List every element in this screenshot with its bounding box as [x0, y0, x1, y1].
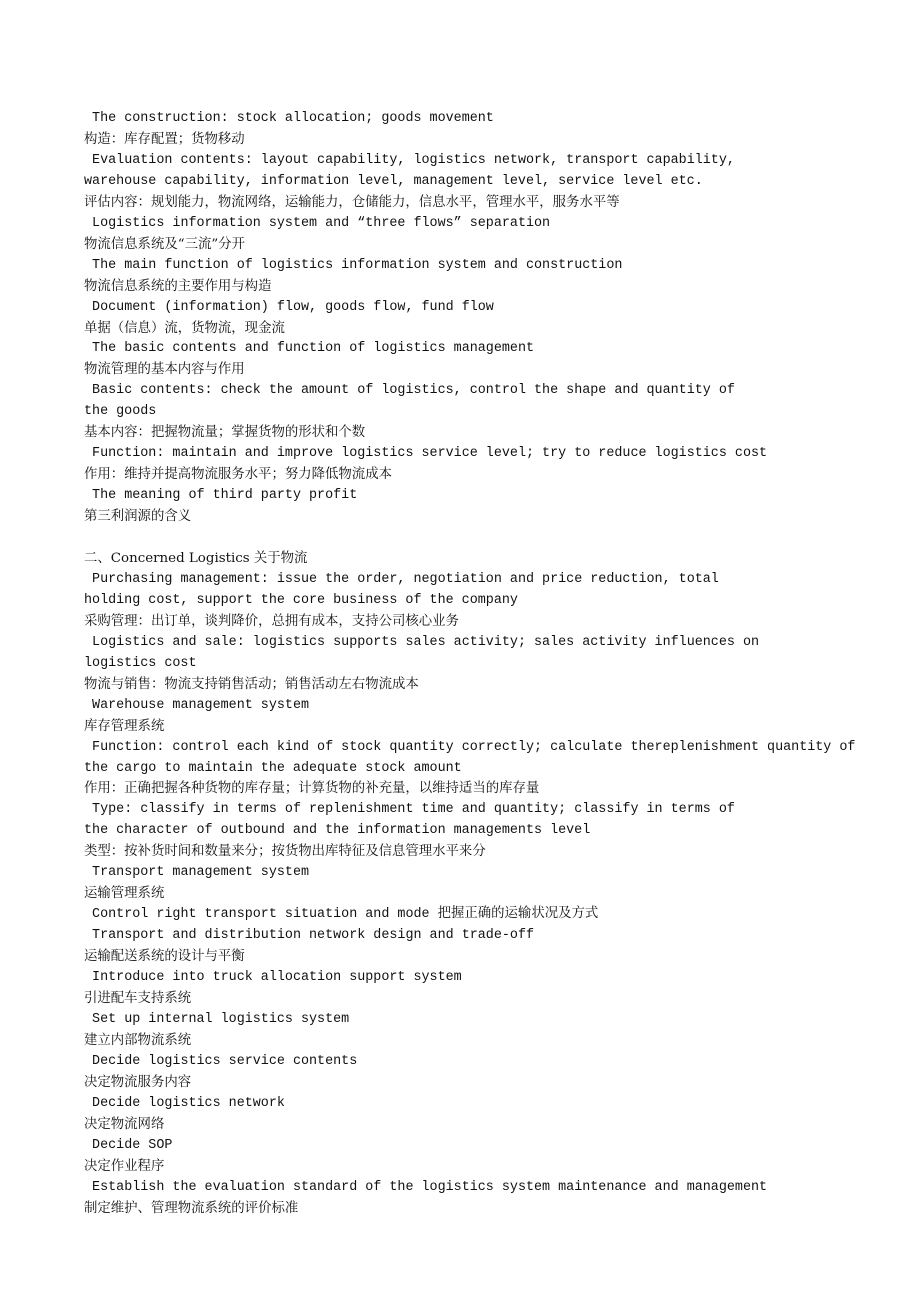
text-line: Control right transport situation and mode 把握正确的运输状况及方式: [84, 907, 599, 923]
text-line: holding cost, support the core business of the company: [84, 592, 518, 608]
text-line: 作用：正确把握各种货物的库存量；计算货物的补充量，以维持适当的库存量: [84, 781, 540, 797]
text-line: 运输配送系统的设计与平衡: [84, 949, 245, 965]
text-line: 运输管理系统: [84, 886, 165, 902]
document-body: [84, 109, 874, 1220]
text-line: Decide SOP: [84, 1137, 173, 1153]
text-line: 第三利润源的含义: [84, 509, 192, 525]
text-line: the character of outbound and the information managements level: [84, 823, 591, 839]
text-line: Set up internal logistics system: [84, 1011, 350, 1027]
section-heading: 二、Concerned Logistics 关于物流: [84, 551, 308, 566]
text-line: 建立内部物流系统: [84, 1032, 192, 1048]
text-line: 物流信息系统的主要作用与构造: [84, 278, 272, 294]
text-line: 物流信息系统及“三流”分开: [84, 236, 245, 252]
text-line: Decide logistics service contents: [84, 1053, 358, 1069]
text-line: 决定作业程序: [84, 1158, 165, 1174]
text-line: warehouse capability, information level, management level, service level etc.: [84, 173, 703, 189]
text-line: The main function of logistics information system and construction: [84, 257, 623, 273]
text-line: 评估内容：规划能力，物流网络，运输能力，仓储能力，信息水平，管理水平，服务水平等: [84, 194, 620, 210]
text-line: Logistics and sale: logistics supports sales activity; sales activity influences on: [84, 634, 760, 650]
text-line: 基本内容：把握物流量；掌握货物的形状和个数: [84, 425, 366, 441]
text-line: Decide logistics network: [84, 1095, 285, 1111]
blank-line: [84, 528, 874, 549]
text-line: 构造：库存配置；货物移动: [84, 131, 245, 147]
text-line: 物流管理的基本内容与作用: [84, 362, 245, 378]
text-line: 引进配车支持系统: [84, 991, 192, 1007]
text-line: Transport management system: [84, 865, 310, 881]
text-line: The meaning of third party profit: [84, 488, 358, 504]
text-line: Establish the evaluation standard of the logistics system maintenance and management: [84, 1179, 768, 1195]
text-line: Purchasing management: issue the order, negotiation and price reduction, total: [84, 571, 719, 587]
text-line: 制定维护、管理物流系统的评价标准: [84, 1200, 299, 1216]
text-line: Type: classify in terms of replenishment time and quantity; classify in terms of: [84, 802, 735, 818]
text-line: The basic contents and function of logistics management: [84, 341, 535, 357]
text-line: Logistics information system and “three flows” separation: [84, 215, 551, 231]
text-line: Function: control each kind of stock quantity correctly; calculate thereplenishment quantity of: [84, 739, 856, 755]
text-line: 决定物流服务内容: [84, 1074, 192, 1090]
text-line: Warehouse management system: [84, 697, 310, 713]
text-line: Basic contents: check the amount of logistics, control the shape and quantity of: [84, 383, 735, 399]
text-line: Evaluation contents: layout capability, logistics network, transport capability,: [84, 152, 735, 168]
text-line: Transport and distribution network design and trade-off: [84, 928, 535, 944]
text-line: the goods: [84, 404, 157, 420]
text-line: Introduce into truck allocation support system: [84, 970, 462, 986]
text-line: 单据（信息）流，货物流，现金流: [84, 320, 285, 336]
text-line: the cargo to maintain the adequate stock amount: [84, 760, 462, 776]
text-line: Document (information) flow, goods flow, fund flow: [84, 299, 494, 315]
text-line: logistics cost: [84, 655, 197, 671]
text-line: 作用：维持并提高物流服务水平；努力降低物流成本: [84, 467, 392, 483]
text-line: 类型：按补货时间和数量来分；按货物出库特征及信息管理水平来分: [84, 844, 486, 860]
text-line: 采购管理：出订单，谈判降价，总拥有成本，支持公司核心业务: [84, 613, 459, 629]
text-line: The construction: stock allocation; goods movement: [84, 111, 494, 126]
text-line: 库存管理系统: [84, 718, 165, 734]
text-line: 物流与销售：物流支持销售活动；销售活动左右物流成本: [84, 676, 419, 692]
text-line: Function: maintain and improve logistics service level; try to reduce logistics cost: [84, 446, 768, 462]
text-line: 决定物流网络: [84, 1116, 165, 1132]
